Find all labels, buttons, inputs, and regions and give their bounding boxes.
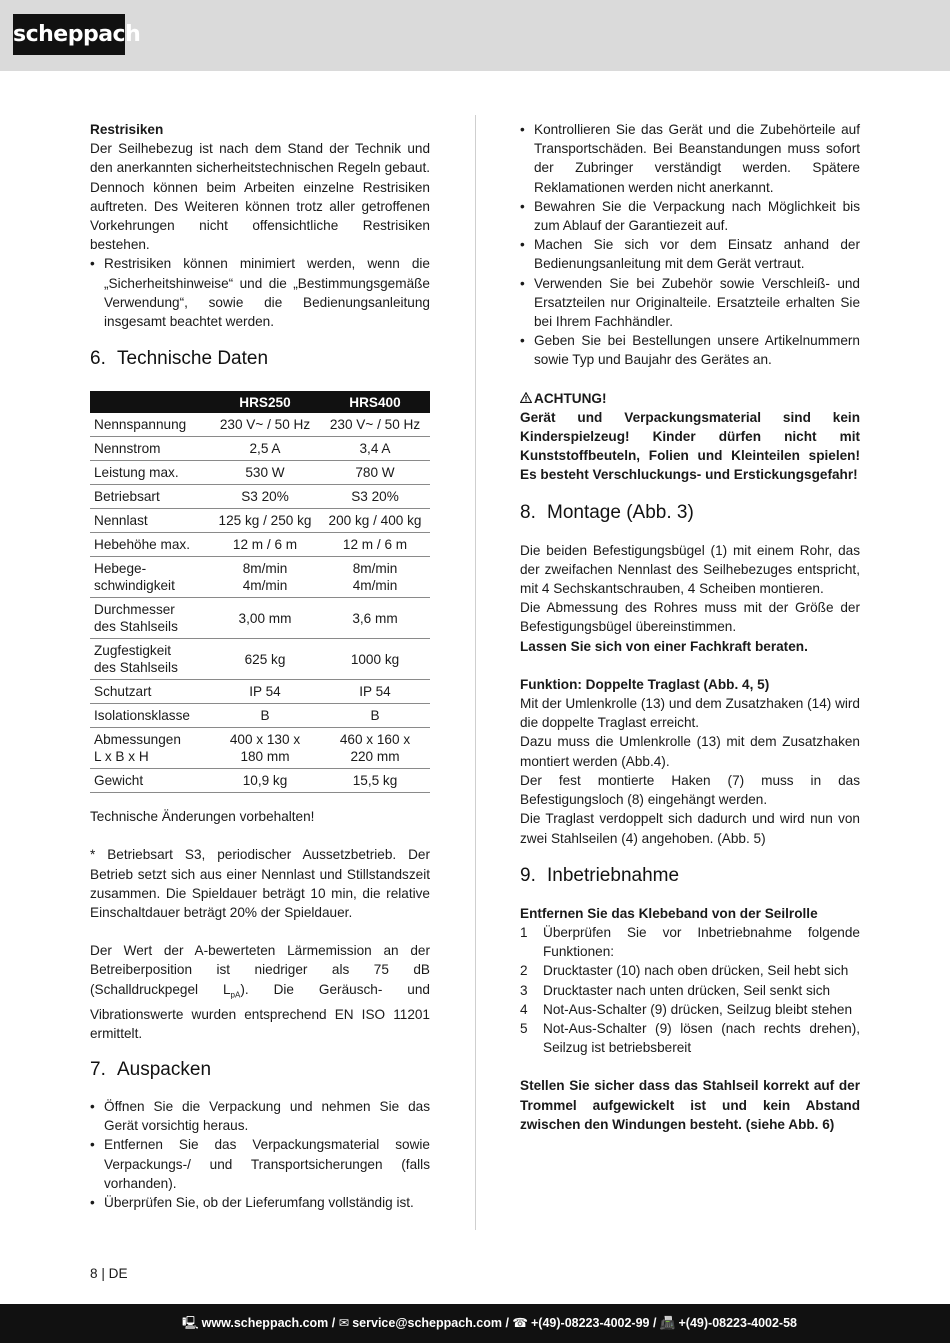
table-cell: 15,5 kg xyxy=(320,769,430,793)
list-item: • Restrisiken können minimiert werden, wenn die „Sicherheitshinweise“ und die „Bestimmungsgemäße Verwendung“, sowie die Bedienungsanleitung insgesamt beachtet werden. xyxy=(90,254,430,331)
table-row-label: Nennstrom xyxy=(90,437,210,461)
funktion-heading: Funktion: Doppelte Traglast (Abb. 4, 5) xyxy=(520,676,770,692)
table-row-label: Nennlast xyxy=(90,509,210,533)
table-row xyxy=(90,509,430,533)
table-cell: 780 W xyxy=(320,461,430,485)
table-row xyxy=(90,680,430,704)
table-cell: 230 V~ / 50 Hz xyxy=(210,413,320,437)
list-item: • Überprüfen Sie, ob der Lieferumfang vollständig ist. xyxy=(90,1193,430,1212)
table-row-label: Isolationsklasse xyxy=(90,704,210,728)
table-row-label: Nennspannung xyxy=(90,413,210,437)
table-cell: B xyxy=(320,704,430,728)
table-cell: 3,6 mm xyxy=(320,598,430,639)
restrisiken-heading: Restrisiken xyxy=(90,122,164,137)
fax-icon: 📠 xyxy=(659,1316,676,1330)
table-cell: 230 V~ / 50 Hz xyxy=(320,413,430,437)
computer-icon: 🖳 xyxy=(181,1316,199,1330)
list-item: 1 Überprüfen Sie vor Inbetriebnahme folgende Funktionen: xyxy=(520,924,860,960)
list-item: • Machen Sie sich vor dem Einsatz anhand der Bedienungsanleitung mit dem Gerät vertraut. xyxy=(520,235,860,273)
warning-label: ACHTUNG! xyxy=(520,389,860,408)
table-row xyxy=(90,728,430,769)
table-cell: 12 m / 6 m xyxy=(320,533,430,557)
table-header-cell xyxy=(90,391,210,413)
warning-triangle-icon xyxy=(520,389,534,408)
unpacking-checks-list xyxy=(520,120,860,370)
table-row xyxy=(90,533,430,557)
table-row xyxy=(90,769,430,793)
funktion-paragraph: Mit der Umlenkrolle (13) und dem Zusatzhaken (14) wird die doppelte Traglast erreicht. xyxy=(520,696,860,731)
table-header-cell: HRS250 xyxy=(210,391,320,413)
table-cell: 3,00 mm xyxy=(210,598,320,639)
table-cell: S3 20% xyxy=(320,485,430,509)
table-row-label: Gewicht xyxy=(90,769,210,793)
changes-note: Technische Änderungen vorbehalten! xyxy=(90,809,315,825)
table-cell: 2,5 A xyxy=(210,437,320,461)
phone-icon: ☎ xyxy=(512,1316,528,1330)
list-item: • Bewahren Sie die Verpackung nach Möglichkeit bis zum Ablauf der Garantiezeit auf. xyxy=(520,197,860,235)
inbetrieb-steps xyxy=(520,923,860,1057)
table-cell: 12 m / 6 m xyxy=(210,533,320,557)
list-item: • Geben Sie bei Bestellungen unsere Artikelnummern sowie Typ und Baujahr des Gerätes an. xyxy=(520,331,860,369)
table-cell: 460 x 160 x 220 mm xyxy=(320,728,430,769)
table-row xyxy=(90,598,430,639)
table-row xyxy=(90,413,430,437)
mail-icon: ✉ xyxy=(338,1316,350,1330)
table-row-label: Durchmesser des Stahlseils xyxy=(90,598,210,639)
table-header-cell: HRS400 xyxy=(320,391,430,413)
section-heading-inbetriebnahme: 9. Inbetriebnahme xyxy=(520,864,680,886)
inbetrieb-final-note: Stellen Sie sicher dass das Stahlseil korrekt auf der Trommel aufgewickelt ist und kein Abstand zwischen den Windungen besteht. (siehe Abb. 6) xyxy=(520,1078,860,1132)
scheppach-logo[interactable]: scheppach xyxy=(13,14,125,55)
list-item: 5 Not-Aus-Schalter (9) lösen (nach rechts drehen), Seilzug ist betriebsbereit xyxy=(520,1020,860,1056)
restrisiken-body: Der Seilhebezug ist nach dem Stand der Technik und den anerkannten sicherheitstechnischen Regeln gebaut. Dennoch können beim Arbeiten einzelne Restrisiken auftreten. Des Weiteren können trotz aller getroffenen Vorkehrungen nicht offensichtliche Restrisiken bestehen. xyxy=(90,141,430,253)
section-heading-technische-daten: 6. Technische Daten xyxy=(90,348,269,370)
table-row-label: Schutzart xyxy=(90,680,210,704)
inbetrieb-subheading: Entfernen Sie das Klebeband von der Seilrolle xyxy=(520,905,818,921)
table-row-label: Betriebsart xyxy=(90,485,210,509)
table-row xyxy=(90,437,430,461)
table-cell: 125 kg / 250 kg xyxy=(210,509,320,533)
table-row xyxy=(90,557,430,598)
list-item: 4 Not-Aus-Schalter (9) drücken, Seilzug bleibt stehen xyxy=(520,1001,853,1017)
table-cell: 10,9 kg xyxy=(210,769,320,793)
footer-bar xyxy=(0,1304,950,1343)
table-row xyxy=(90,704,430,728)
page-number: 8 | DE xyxy=(90,1266,128,1281)
table-row-label: Hebehöhe max. xyxy=(90,533,210,557)
montage-advice: Lassen Sie sich von einer Fachkraft beraten. xyxy=(520,638,808,654)
funktion-paragraph: Der fest montierte Haken (7) muss in das Befestigungsloch (8) eingehängt werden. xyxy=(520,772,860,808)
header-bar xyxy=(0,0,950,71)
table-cell: 3,4 A xyxy=(320,437,430,461)
table-row-label: Abmessungen L x B x H xyxy=(90,728,210,769)
montage-paragraph: Die beiden Befestigungsbügel (1) mit einem Rohr, das der zweifachen Nennlast des Seilhebezuges entspricht, mit 4 Sechskantschrauben, 4 Scheiben montieren. xyxy=(520,542,860,597)
montage-paragraph: Die Abmessung des Rohres muss mit der Größe der Befestigungsbügel übereinstimmen. xyxy=(520,600,860,635)
email-link[interactable]: service@scheppach.com / xyxy=(352,1316,509,1330)
spec-table-body xyxy=(90,413,430,793)
list-item: • Kontrollieren Sie das Gerät und die Zubehörteile auf Transportschäden. Bei Beanstandungen muss sofort der Zubringer verständigt werden. Spätere Reklamationen werden nicht anerkannt. xyxy=(520,120,860,197)
funktion-paragraph: Dazu muss die Umlenkrolle (13) mit dem Zusatzhaken montiert werden (Abb.4). xyxy=(520,734,860,769)
list-item: • Verwenden Sie bei Zubehör sowie Verschleiß- und Ersatzteilen nur Originalteile. Ersatzteile erhalten Sie bei Ihrem Fachhändler. xyxy=(520,274,860,332)
table-row xyxy=(90,485,430,509)
right-column xyxy=(520,120,860,1134)
section-heading-montage: 8. Montage (Abb. 3) xyxy=(520,501,694,523)
table-cell: 1000 kg xyxy=(320,639,430,680)
table-row xyxy=(90,461,430,485)
s3-note: * Betriebsart S3, periodischer Aussetzbetrieb. Der Betrieb setzt sich aus einer Nennlast und Stillstandszeit zusammen. Die Spieldauer beträgt 10 min, die relative Einschaltdauer beträgt 20% der Spieldauer. xyxy=(90,847,430,921)
left-column xyxy=(90,120,430,1212)
table-cell: 8m/min 4m/min xyxy=(320,557,430,598)
list-item: • Entfernen Sie das Verpackungsmaterial sowie Verpackungs-/ und Transportsicherungen (falls vorhanden). xyxy=(90,1135,430,1193)
list-item: 2 Drucktaster (10) nach oben drücken, Seil hebt sich xyxy=(520,963,849,979)
phone-number: +(49)-08223-4002-99 / xyxy=(531,1316,657,1330)
restrisiken-list xyxy=(90,254,430,331)
warning-text: Gerät und Verpackungsmaterial sind kein Kinderspielzeug! Kinder dürfen nicht mit Kunststoffbeuteln, Folien und Kleinteilen spielen! Es besteht Verschluckungs- und Erstickungsgefahr! xyxy=(520,409,860,483)
table-row-label: Leistung max. xyxy=(90,461,210,485)
funktion-paragraph: Die Traglast verdoppelt sich dadurch und wird nun von zwei Stahlseilen (4) angehoben. (Abb. 5) xyxy=(520,811,860,846)
column-divider xyxy=(475,115,476,1230)
table-row xyxy=(90,639,430,680)
table-cell: 530 W xyxy=(210,461,320,485)
fax-number: +(49)-08223-4002-58 xyxy=(678,1316,797,1330)
auspacken-list xyxy=(90,1097,430,1212)
table-row-label: Zugfestigkeit des Stahlseils xyxy=(90,639,210,680)
table-cell: S3 20% xyxy=(210,485,320,509)
table-cell: IP 54 xyxy=(210,680,320,704)
table-cell: B xyxy=(210,704,320,728)
table-cell: 400 x 130 x 180 mm xyxy=(210,728,320,769)
table-cell: 200 kg / 400 kg xyxy=(320,509,430,533)
list-item: 3 Drucktaster nach unten drücken, Seil senkt sich xyxy=(520,982,831,998)
table-cell: IP 54 xyxy=(320,680,430,704)
spec-table xyxy=(90,391,430,793)
table-header-row xyxy=(90,391,430,413)
list-item: • Öffnen Sie die Verpackung und nehmen Sie das Gerät vorsichtig heraus. xyxy=(90,1097,430,1135)
table-cell: 625 kg xyxy=(210,639,320,680)
table-cell: 8m/min 4m/min xyxy=(210,557,320,598)
section-heading-auspacken: 7. Auspacken xyxy=(90,1058,212,1080)
table-row-label: Hebege- schwindigkeit xyxy=(90,557,210,598)
noise-note: Der Wert der A-bewerteten Lärmemission an der Betreiberposition ist niedriger als 75 dB (Schalldruckpegel $L_{pA}$). Die Geräusch- und Vibrationswerte wurden entsprechend EN ISO 11201 ermittelt. xyxy=(90,943,430,1041)
website-link[interactable]: www.scheppach.com / xyxy=(201,1316,336,1330)
